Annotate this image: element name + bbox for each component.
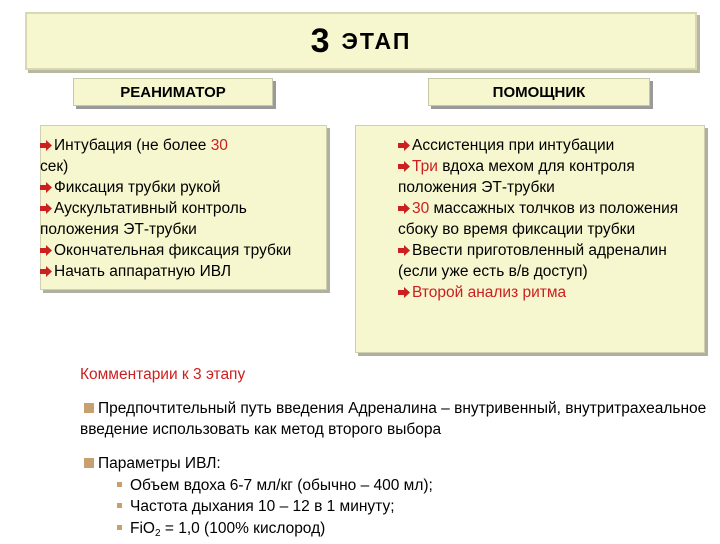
red-arrow-icon — [398, 245, 410, 256]
list-item: Окончательная фиксация трубки — [40, 240, 320, 261]
red-arrow-icon — [398, 140, 410, 151]
comment-paragraph-ventilation: Параметры ИВЛ: — [80, 453, 710, 474]
stage-number: 3 — [310, 21, 330, 60]
square-bullet-icon — [117, 503, 122, 508]
comments-title: Комментарии к 3 этапу — [80, 366, 246, 383]
square-bullet-icon — [84, 458, 94, 468]
list-item: 30 массажных толчков из положения сбоку во время фиксации трубки — [398, 200, 679, 238]
list-item: Аускультативный контроль положения ЭТ-трубки — [40, 200, 247, 238]
ventilation-param-volume: Объем вдоха 6-7 мл/кг (обычно – 400 мл); — [117, 475, 433, 496]
red-arrow-icon — [398, 203, 410, 214]
red-arrow-icon — [398, 161, 410, 172]
ventilation-param-fio2: FiO$_2$ = 1,0 (100% кислород) — [117, 518, 325, 544]
ventilation-param-rate: Частота дыхания 10 – 12 в 1 минуту; — [117, 496, 395, 517]
list-item: Ассистенция при интубации — [398, 135, 703, 156]
list-item: Три вдоха мехом для контроля положения ЭТ-трубки — [398, 158, 635, 196]
square-bullet-icon — [117, 525, 122, 530]
list-item: Фиксация трубки рукой — [40, 177, 320, 198]
stage-title-box — [25, 12, 697, 70]
red-arrow-icon — [40, 182, 52, 193]
helper-list — [398, 135, 703, 303]
square-bullet-icon — [84, 403, 94, 413]
role-header-helper: ПОМОЩНИК — [428, 78, 650, 106]
stage-word: ЭТАП — [341, 27, 412, 54]
list-item: Интубация (не более 30 сек) — [40, 137, 228, 175]
square-bullet-icon — [117, 482, 122, 487]
list-item: Ввести приготовленный адреналин (если уже есть в/в доступ) — [398, 242, 667, 280]
role-header-reanimator: РЕАНИМАТОР — [73, 78, 273, 106]
comment-paragraph-adrenaline: Предпочтительный путь введения Адреналина – внутривенный, внутритрахеальное введение использовать как метод второго выбора — [80, 400, 707, 438]
red-arrow-icon — [40, 266, 52, 277]
list-item: Начать аппаратную ИВЛ — [40, 261, 320, 282]
red-arrow-icon — [40, 203, 52, 214]
list-item: Второй анализ ритма — [398, 282, 703, 303]
red-arrow-icon — [398, 287, 410, 298]
red-arrow-icon — [40, 245, 52, 256]
reanimator-list — [40, 135, 320, 282]
red-arrow-icon — [40, 140, 52, 151]
